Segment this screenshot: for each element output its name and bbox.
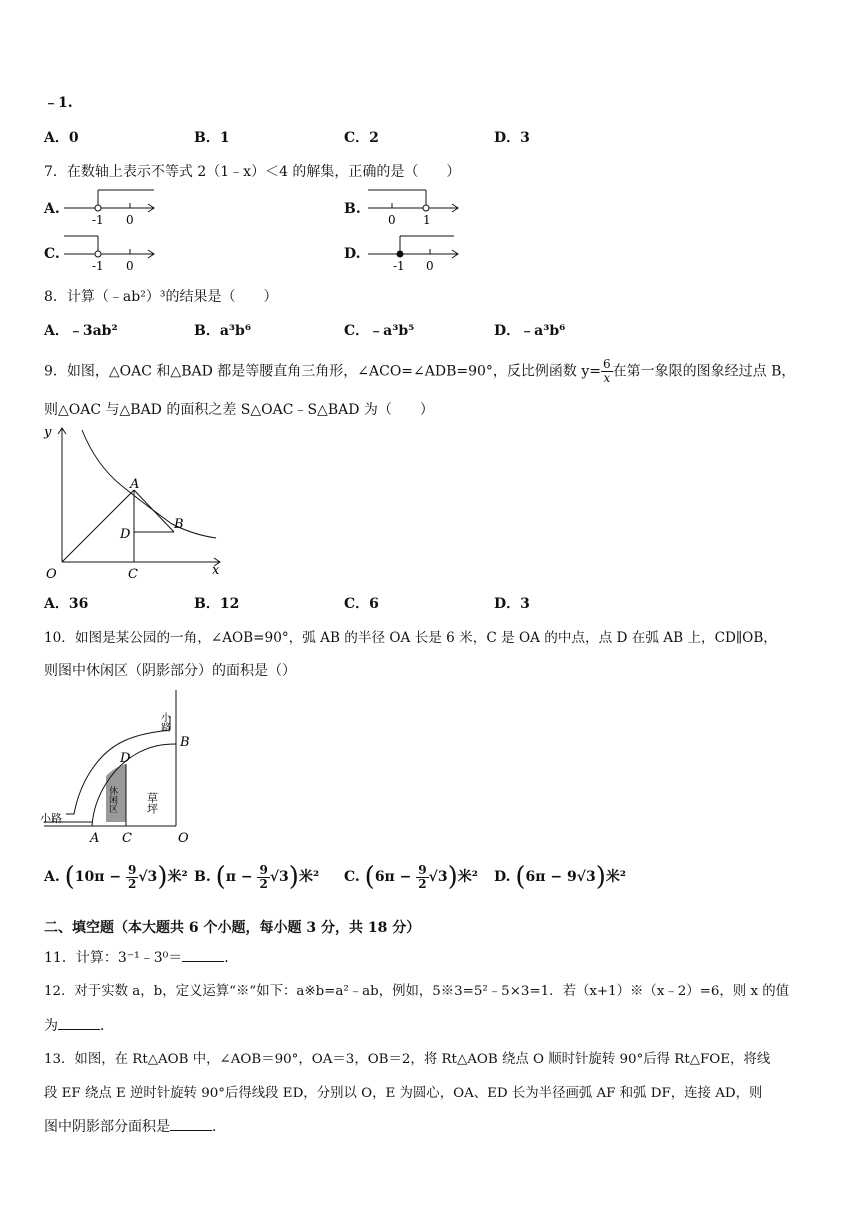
q6-option-b: B．1 (194, 130, 230, 146)
q7-label-a: A. (44, 201, 60, 217)
q8-option-a: A．﹣3ab² (44, 323, 118, 339)
q13-line1: 13．如图，在 Rt△AOB 中，∠AOB＝90°，OA＝3，OB＝2，将 Rt△AOB 绕点 O 顺时针旋转 90°后得 Rt△FOE，将线 (44, 1052, 771, 1067)
q7b-tick-1: 0 (388, 213, 396, 227)
q7a-tick-2: 0 (126, 213, 134, 227)
q7d-tick-1: -1 (393, 259, 405, 273)
q7-label-c: C. (44, 246, 60, 262)
q11-blank (182, 949, 224, 962)
q13-blank (170, 1118, 212, 1131)
q10-label-b: B (180, 735, 190, 750)
q10-road-top: 小路 (158, 712, 170, 732)
q9-label-y: y (44, 425, 52, 440)
q8-stem: 8．计算（﹣ab²）³的结果是（ ） (44, 289, 278, 305)
q6-option-c: C．2 (344, 130, 379, 146)
q10-option-a: A. (10π − $\frac{9}{2}$ √3)米² (44, 862, 188, 892)
q13-line2: 段 EF 绕点 E 逆时针旋转 90°后得线段 ED，分别以 O，E 为圆心，OA、ED 长为半径画弧 AF 和弧 DF，连接 AD，则 (44, 1086, 763, 1101)
q9-label-x: x (212, 563, 220, 578)
q9-option-b: B．12 (194, 596, 240, 612)
q9-option-c: C．6 (344, 596, 379, 612)
q12-line1: 12．对于实数 a，b，定义运算“※”如下：a※b=a²﹣ab，例如，5※3=5²﹣5×3=1．若（x+1）※（x﹣2）=6，则 x 的值 (44, 984, 790, 999)
continuation-text: ﹣1. (44, 95, 73, 111)
q10-label-a: A (90, 831, 100, 846)
q9-label-d: D (120, 527, 131, 542)
q10-road-left: 小路 (40, 812, 62, 825)
q9-label-c: C (128, 567, 138, 582)
q7b-tick-2: 1 (423, 213, 431, 227)
q12-blank (58, 1017, 100, 1030)
q7d-tick-2: 0 (426, 259, 434, 273)
q7a-tick-1: -1 (92, 213, 104, 227)
q10-option-b: B. (π − $\frac{9}{2}$ √3)米² (194, 862, 320, 892)
q10-stem-line1: 10．如图是某公园的一角，∠AOB=90°，弧 AB 的半径 OA 长是 6 米，C 是 OA 的中点，点 D 在弧 AB 上，CD∥OB， (44, 630, 777, 646)
q10-option-d: D. (6π − 9√3)米² (494, 862, 626, 892)
q7-numberline-d (368, 232, 464, 272)
q6-option-d: D．3 (494, 130, 530, 146)
q9-label-o: O (46, 567, 57, 582)
q9-stem-line1 (44, 358, 795, 385)
q11: 11．计算：3⁻¹﹣3⁰＝ ． (44, 950, 239, 966)
q10-rest-area: 休闲区 (107, 786, 117, 813)
q7-numberline-a (64, 186, 160, 226)
q10-label-o: O (178, 831, 189, 846)
q13-line3: 图中阴影部分面积是 ． (44, 1119, 226, 1135)
q9-stem-line2: 则△OAC 与△BAD 的面积之差 S△OAC﹣S△BAD 为（ ） (44, 402, 434, 418)
q8-option-d: D．﹣a³b⁶ (494, 323, 566, 339)
q7c-tick-2: 0 (126, 259, 134, 273)
q6-option-a: A．0 (44, 130, 79, 146)
q10-grass: 草坪 (145, 792, 159, 814)
q9-figure (38, 424, 228, 584)
q7-label-b: B. (344, 201, 361, 217)
q7-numberline-c (64, 232, 160, 272)
q9-stem-a: 9．如图，△OAC 和△BAD 都是等腰直角三角形，∠ACO=∠ADB=90°，反比例函数 y= (44, 363, 602, 380)
q10-label-c: C (122, 831, 132, 846)
q7-stem: 7．在数轴上表示不等式 2（1﹣x）＜4 的解集，正确的是（ ） (44, 164, 461, 180)
q10-option-c: C. (6π − $\frac{9}{2}$ √3)米² (344, 862, 478, 892)
q9-label-b: B (174, 517, 184, 532)
q12-line2: 为 ． (44, 1018, 114, 1034)
q8-option-b: B．a³b⁶ (194, 323, 251, 339)
q9-option-d: D．3 (494, 596, 530, 612)
q7-label-d: D. (344, 246, 361, 262)
section-2-heading: 二、填空题（本大题共 6 个小题，每小题 3 分，共 18 分） (44, 920, 421, 936)
q10-stem-line2: 则图中休闲区（阴影部分）的面积是（） (44, 663, 296, 679)
q8-option-c: C．﹣a³b⁵ (344, 323, 415, 339)
q7-numberline-b (368, 186, 464, 226)
q9-fraction: $\frac{6}{x}$ (603, 357, 611, 385)
q9-option-a: A．36 (44, 596, 89, 612)
q10-label-d: D (120, 751, 131, 766)
q7c-tick-1: -1 (92, 259, 104, 273)
q10-figure (40, 686, 200, 846)
q9-stem-b: 在第一象限的图象经过点 B， (612, 363, 796, 380)
q9-label-a: A (130, 477, 140, 492)
